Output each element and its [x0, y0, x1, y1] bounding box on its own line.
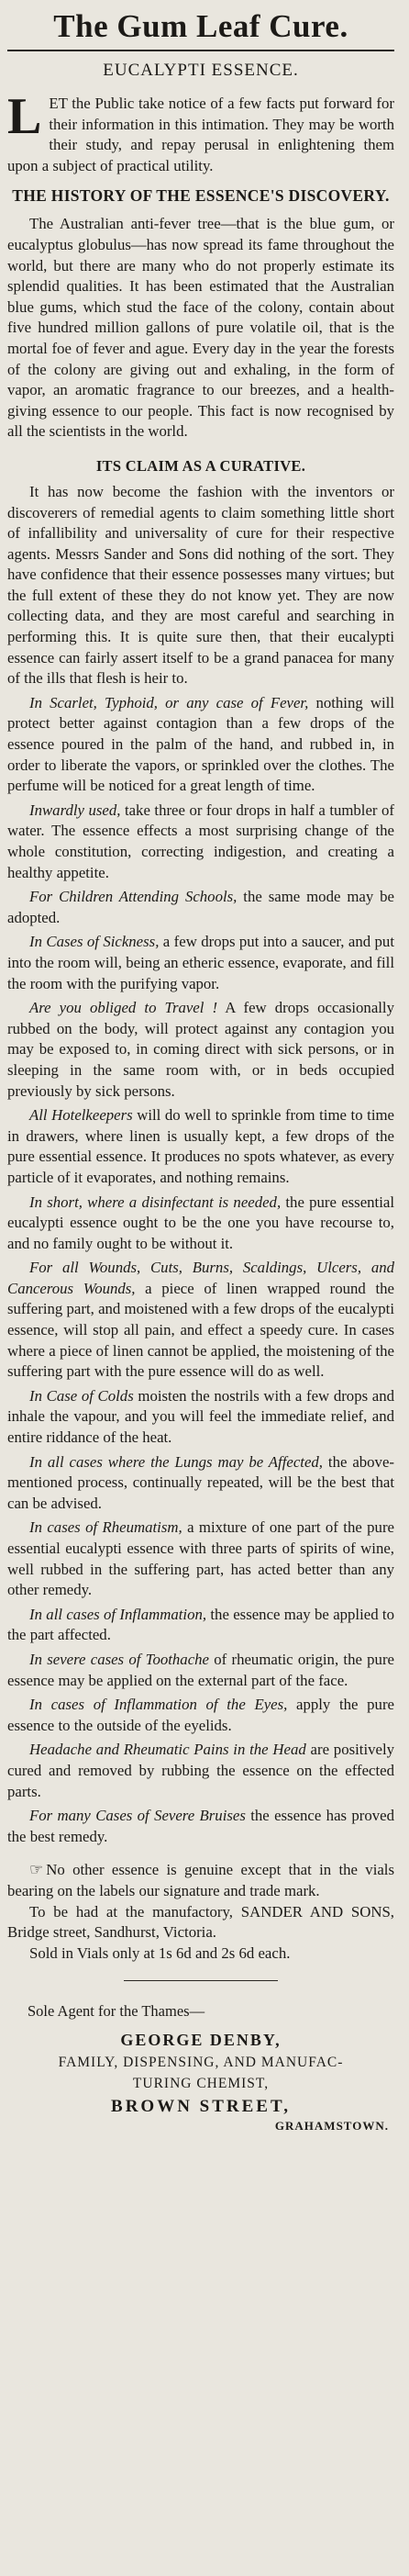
use-text: a mixture of one part of the pure essential eucalypti essence with three parts of spirits of wine, well rubbed in the suffering part, has acted better than any other remedy. [7, 1518, 394, 1599]
use-lead: All Hotelkeepers [29, 1106, 133, 1125]
town-line: GRAHAMSTOWN. [274, 2119, 389, 2134]
history-paragraph: The Australian anti-fever tree—that is the blue gum, or eucalyptus globulus—has now spread its fame throughout the world, but there are many who do not properly estimate its splendid qualities. It has been estimated that the Australian blue gums, which stud the face of the colony, contain about five hundred million gallons of pure volatile oil, that is the mortal foe of fever and ague. Every day in the year the forests of the colony are giving out and exhaling, in the form of vapor, an aromatic fragrance to our breezes, and a health-giving essence to our people. This fact is now recognised by all the scientists in the world. [7, 215, 394, 441]
use-lead: In short, where a disinfectant is needed, [29, 1193, 282, 1211]
pointing-hand-icon: ☞ [29, 1861, 44, 1879]
use-lead: For all Wounds, Cuts, Burns, Scaldings, Ulcers, and Cancerous Wounds, [7, 1259, 394, 1297]
notice-text: No other essence is genuine except that in the vials bearing on the labels our signature and trade mark. [7, 1861, 394, 1899]
price-line: Sold in Vials only at 1s 6d and 2s 6d each. [29, 1943, 291, 1962]
use-lead: In severe cases of Toothache [29, 1650, 209, 1668]
sole-agent-line: Sole Agent for the Thames— [28, 2002, 205, 2021]
trade-line-1: FAMILY, DISPENSING, AND MANUFAC- [58, 2055, 344, 2071]
use-text: moisten the nostrils with a few drops and inhale the vapour, and you will feel the immediate relief, and entire riddance of the heat. [7, 1386, 394, 1447]
use-text: a few drops put into a saucer, and put into the room will, being an etheric essence, evaporate, and fill the room with the purifying vapor. [7, 933, 394, 992]
use-paragraph [7, 1740, 394, 1802]
use-paragraph [7, 1605, 394, 1646]
use-paragraph [7, 1806, 394, 1847]
claim-paragraph: It has now become the fashion with the inventors or discoverers of remedial agents to claim something little short of infallibility and universality of cure for their respective agents. Messrs Sander and Sons did nothing of the sort. They have confidence that their essence possesses many virtues; but the full extent of these they do not know yet. They are now collecting data, and they are most careful and searching in performing this. It is quite sure then, that their eucalypti essence can fairly assert itself to be a grand panacea for many of the ills that flesh is heir to. [7, 482, 394, 688]
use-lead: For many Cases of Severe Bruises [29, 1807, 246, 1825]
street-line: BROWN STREET, [111, 2097, 291, 2117]
use-text: take three or four drops in half a tumbler of water. The essence effects a most surprising change of the whole constitution, correcting indigestion, and creating a healthy appetite. [7, 801, 394, 881]
use-paragraph [7, 801, 394, 883]
use-paragraph [7, 1258, 394, 1383]
dealer-name: GEORGE DENBY, [120, 2031, 282, 2050]
use-text: apply the pure essence to the outside of the eyelids. [7, 1696, 394, 1734]
drop-cap: L [7, 88, 42, 145]
use-text: the essence may be applied to the part affected. [7, 1605, 394, 1644]
use-text: the pure essential eucalypti essence ought to be the one you have recourse to, and no family ought to be without it. [7, 1193, 394, 1252]
use-lead: In cases of Rheumatism, [29, 1518, 182, 1537]
use-paragraph [7, 1386, 394, 1449]
use-lead: Are you obliged to Travel ! [29, 999, 218, 1017]
separator-rule [124, 1980, 279, 1981]
use-paragraph [7, 1193, 394, 1255]
ad-subtitle: EUCALYPTI ESSENCE. [103, 61, 299, 80]
claim-heading: ITS CLAIM AS A CURATIVE. [95, 456, 306, 475]
use-paragraph [7, 1105, 394, 1188]
genuine-notice [7, 1860, 394, 1901]
use-text: the same mode may be adopted. [7, 888, 394, 926]
use-paragraph [7, 932, 394, 994]
ad-title: The Gum Leaf Cure. [53, 8, 348, 44]
use-paragraph [7, 1650, 394, 1691]
use-text: a piece of linen wrapped round the suffering part, and moistened with a few drops of the eucalypti essence, will stop all pain, and effect a speedy cure. In cases where a piece of linen cannot be applied, the moistening of the suffering part with the pure essence will do as well. [7, 1279, 394, 1381]
history-heading: THE HISTORY OF THE ESSENCE'S DISCOVERY. [12, 186, 390, 206]
use-text: the above-mentioned process, continually repeated, will be the best that can be advised. [7, 1452, 394, 1512]
use-lead: Inwardly used, [29, 801, 121, 819]
use-lead: In Cases of Sickness, [29, 933, 160, 951]
use-lead: In cases of Inflammation of the Eyes, [29, 1696, 288, 1714]
use-paragraph [7, 1695, 394, 1736]
use-text: nothing will protect better against contagion than a few drops of the essence poured in the palm of the hand, and rubbed in, in order to liberate the vapors, or sprinkled over the clothes. The perfume will be noticed for a great length of time. [7, 693, 394, 795]
trade-line-2: TURING CHEMIST, [132, 2076, 270, 2092]
intro-text: ET the Public take notice of a few facts put forward for their information in this intimation. They may be worth their study, and repay perusal in enlightening them upon a subject of practical utility. [7, 95, 394, 174]
use-paragraph [7, 887, 394, 928]
use-text: the essence has proved the best remedy. [7, 1807, 394, 1845]
use-lead: In all cases of Inflammation, [29, 1605, 207, 1623]
uses-list [7, 693, 394, 1847]
use-lead: For Children Attending Schools, [29, 888, 238, 906]
use-paragraph [7, 998, 394, 1102]
intro-paragraph [7, 88, 394, 176]
use-paragraph [7, 1452, 394, 1515]
use-text: are positively cured and removed by rubbing the essence on the effected parts. [7, 1741, 394, 1800]
use-lead: In Scarlet, Typhoid, or any case of Fever, [29, 693, 309, 711]
use-lead: In all cases where the Lungs may be Affected, [29, 1452, 323, 1471]
use-text: A few drops occasionally rubbed on the body, will protect against any contagion you may be exposed to, in coming direct with sick persons, or in sleeping in the same room with, or in beds occupied previously by sick persons. [7, 999, 394, 1100]
use-paragraph [7, 693, 394, 797]
use-lead: In Case of Colds [29, 1386, 134, 1405]
use-text: of rheumatic origin, the pure essence may be applied on the external part of the face. [7, 1650, 394, 1689]
manufactory-line: To be had at the manufactory, SANDER AND SONS, Bridge street, Sandhurst, Victoria. [7, 1902, 394, 1942]
use-paragraph [7, 1518, 394, 1600]
title-rule [7, 50, 394, 51]
use-text: will do well to sprinkle from time to time in drawers, where linen is usually kept, a few drops of the pure essential essence. It produces no spots whatever, as every particle of it evaporates, and nothing remains. [7, 1106, 394, 1186]
use-lead: Headache and Rheumatic Pains in the Head [29, 1741, 306, 1759]
